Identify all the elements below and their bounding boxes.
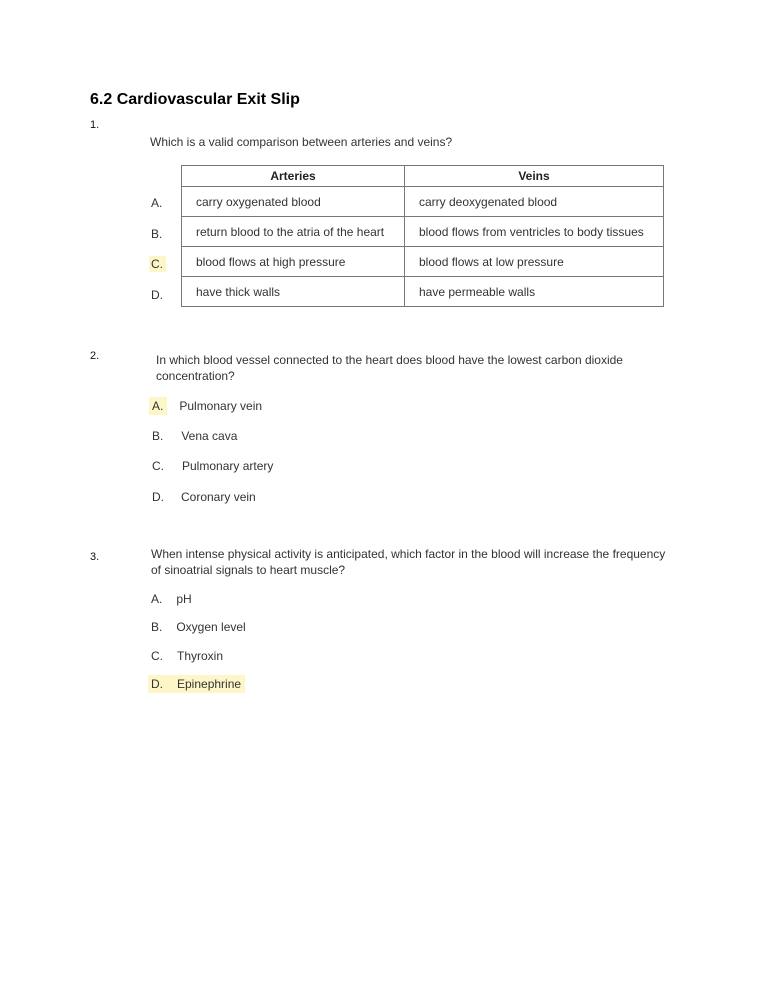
question-1-number: 1. (90, 119, 100, 131)
option-text: Pulmonary vein (179, 399, 263, 413)
question-2-option-d (149, 488, 260, 506)
table-row (182, 277, 664, 307)
page-title: 6.2 Cardiovascular Exit Slip (90, 91, 300, 108)
question-3-option-d-highlighted (148, 675, 245, 693)
option-letter: B. (151, 620, 163, 634)
question-3-text-line2: of sinoatrial signals to heart muscle? (151, 563, 346, 577)
cell-veins: blood flows from ventricles to body tissues (405, 217, 664, 247)
header-arteries: Arteries (182, 166, 405, 187)
question-3-option-b (148, 618, 250, 636)
cell-arteries: blood flows at high pressure (182, 247, 405, 277)
option-text: Pulmonary artery (182, 459, 274, 473)
option-letter: C. (151, 649, 163, 663)
option-letter: C. (152, 459, 164, 473)
row-label-b: B. (151, 227, 163, 241)
question-3-number: 3. (90, 551, 100, 563)
question-2-option-a (149, 397, 266, 415)
comparison-table (181, 165, 664, 307)
cell-veins: have permeable walls (405, 277, 664, 307)
row-label-a: A. (151, 196, 163, 210)
cell-arteries: return blood to the atria of the heart (182, 217, 405, 247)
question-3-option-c (148, 647, 227, 665)
option-letter: A. (151, 592, 163, 606)
cell-veins: blood flows at low pressure (405, 247, 664, 277)
header-veins: Veins (405, 166, 664, 187)
row-label-c-highlighted: C. (149, 256, 166, 272)
option-letter: D. (151, 677, 163, 691)
option-text: pH (176, 592, 192, 606)
table-row (182, 217, 664, 247)
question-2-option-b (149, 427, 241, 445)
option-text: Epinephrine (177, 677, 242, 691)
table-row (182, 187, 664, 217)
row-label-d: D. (151, 288, 163, 302)
cell-veins: carry deoxygenated blood (405, 187, 664, 217)
option-text: Vena cava (181, 429, 238, 443)
question-2-text-line2: concentration? (156, 369, 235, 383)
question-3-text-line1: When intense physical activity is anticipated, which factor in the blood will increase the frequency (151, 547, 666, 561)
cell-arteries: carry oxygenated blood (182, 187, 405, 217)
question-3-option-a (148, 590, 196, 608)
option-letter: A. (149, 397, 167, 415)
question-2-text-line1: In which blood vessel connected to the heart does blood have the lowest carbon dioxide (156, 353, 623, 367)
option-text: Thyroxin (177, 649, 224, 663)
question-1-text: Which is a valid comparison between arteries and veins? (150, 135, 453, 149)
question-2-number: 2. (90, 350, 100, 362)
question-2-option-c (149, 457, 277, 475)
table-header-row (182, 166, 664, 187)
option-letter: D. (152, 490, 164, 504)
table-row (182, 247, 664, 277)
option-letter: B. (152, 429, 164, 443)
option-text: Oxygen level (176, 620, 246, 634)
cell-arteries: have thick walls (182, 277, 405, 307)
option-text: Coronary vein (181, 490, 256, 504)
